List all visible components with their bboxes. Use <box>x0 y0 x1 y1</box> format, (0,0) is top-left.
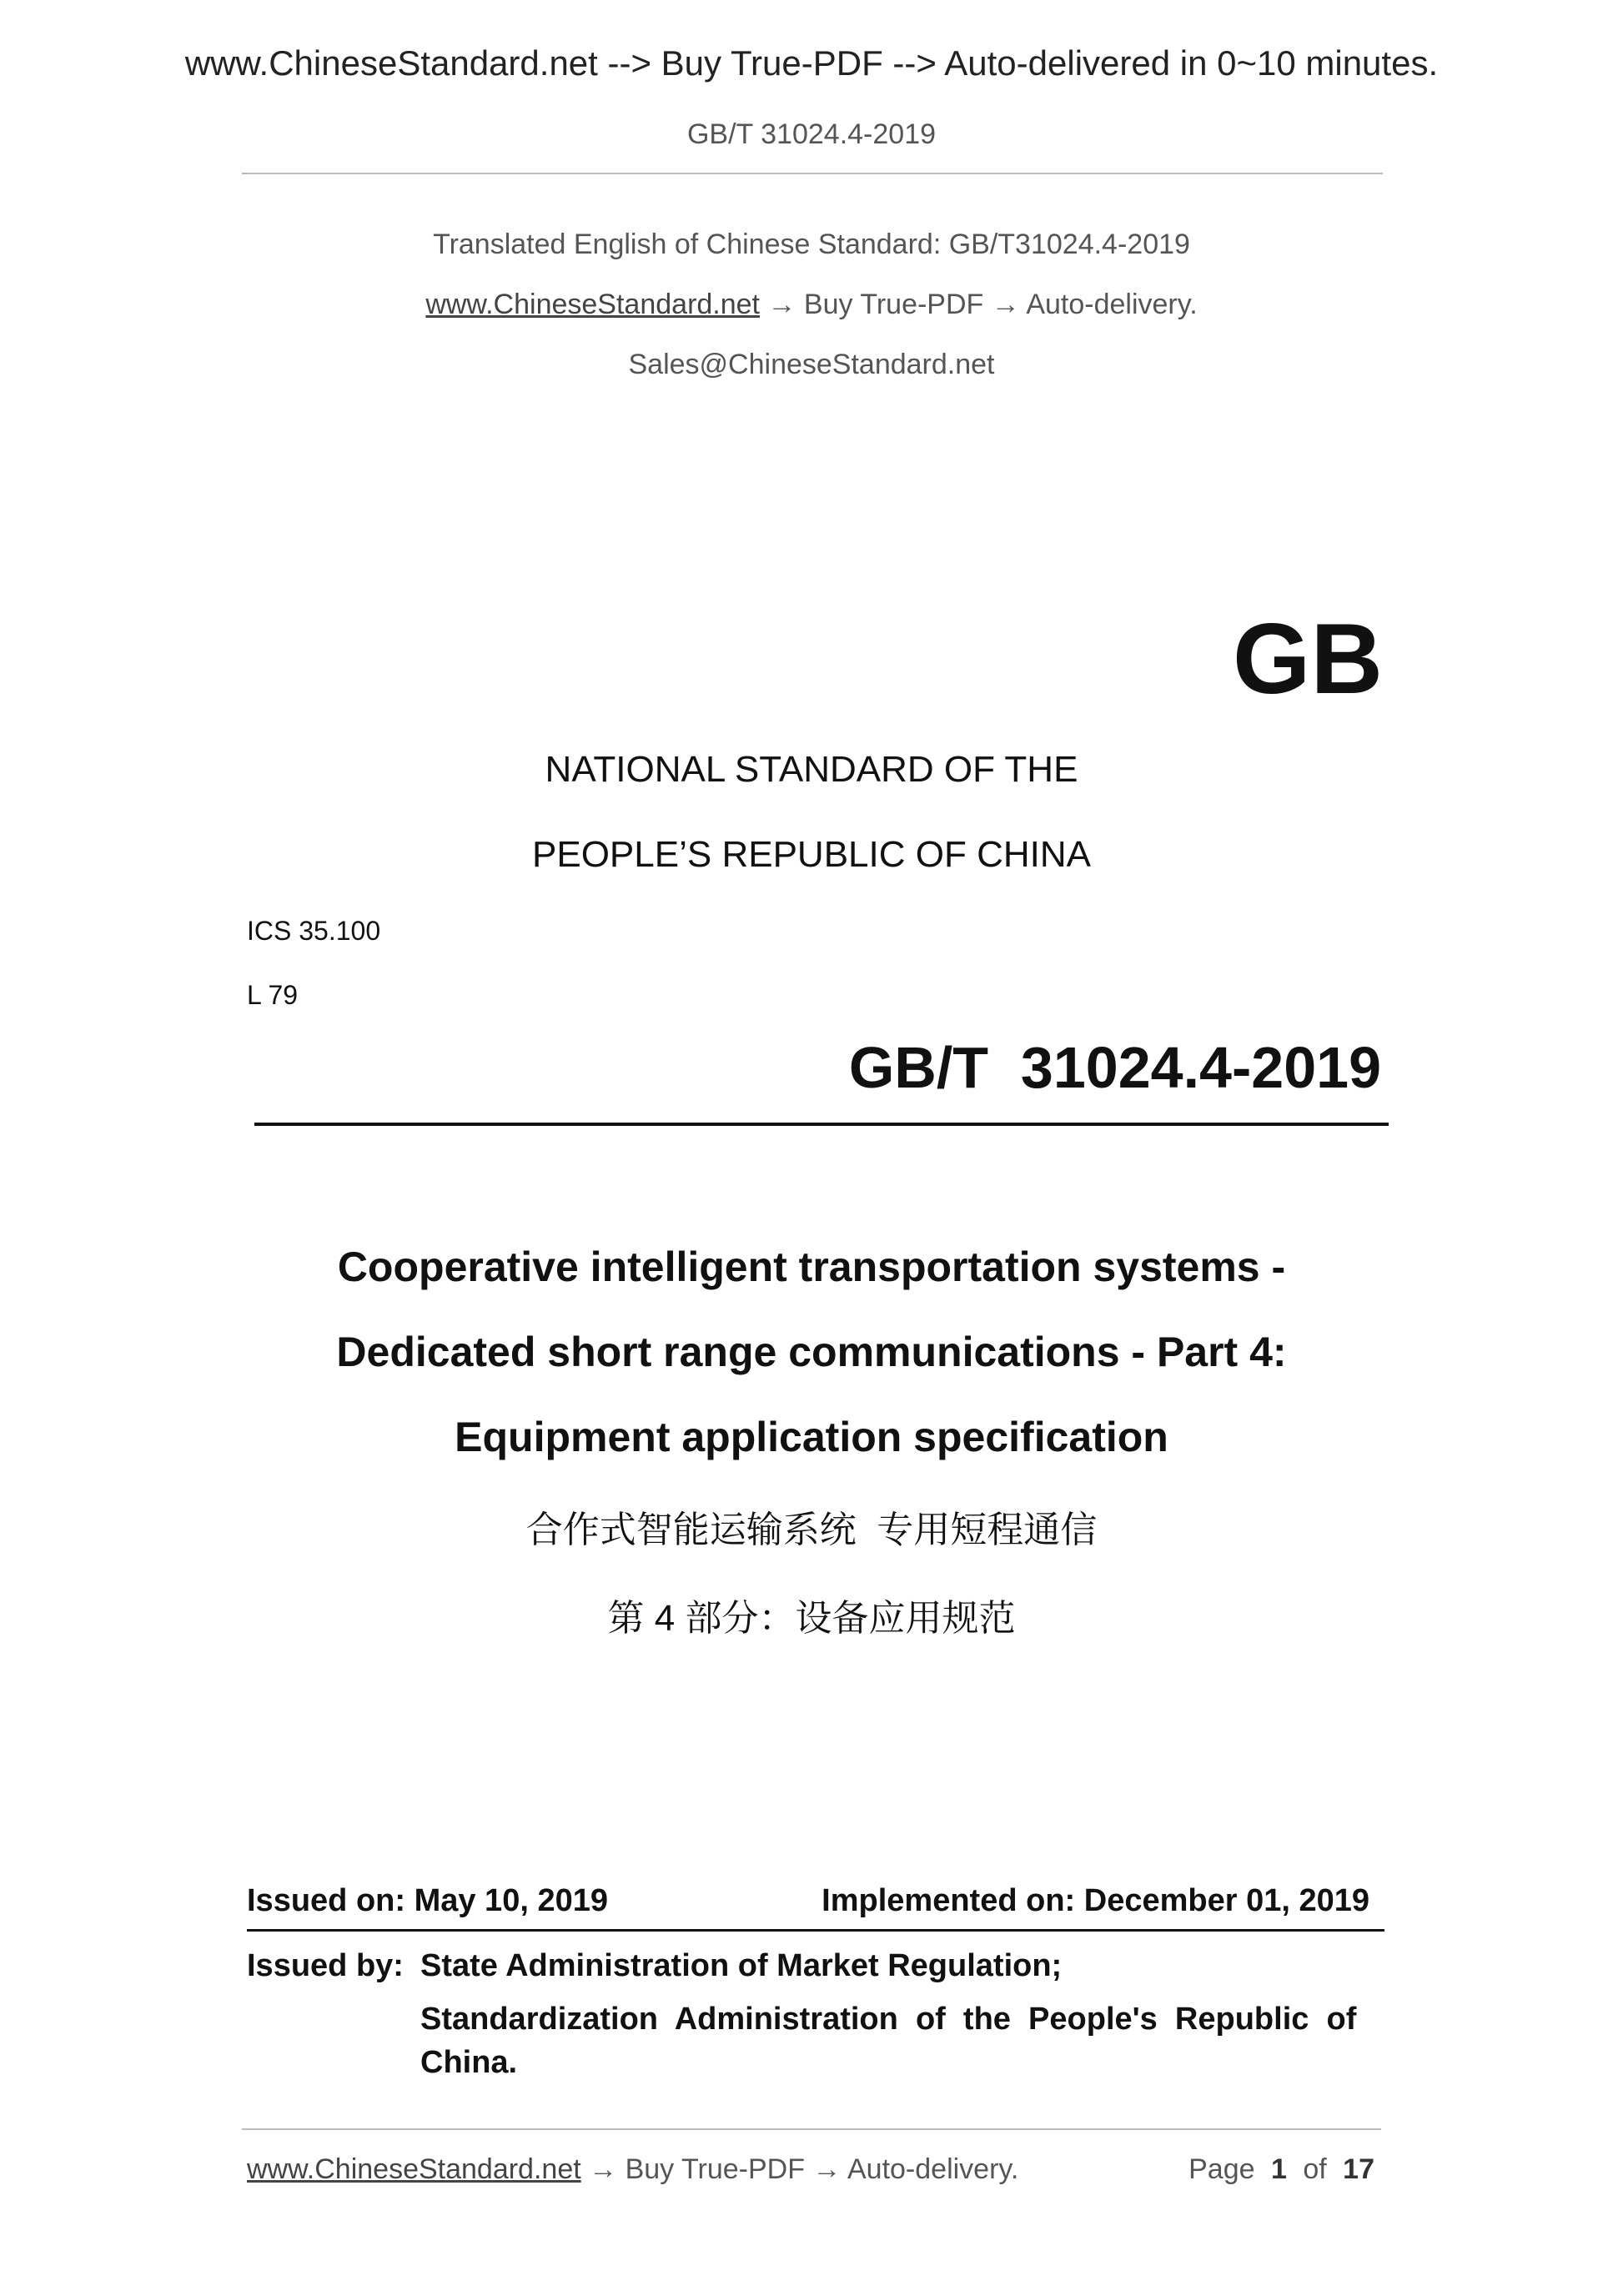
issued-by-label: Issued by: <box>247 1948 404 1983</box>
page-label: Page <box>1188 2153 1255 2185</box>
issuer-2-line2: China. <box>420 2045 518 2080</box>
sales-email[interactable]: Sales@ChineseStandard.net <box>628 349 995 380</box>
of-label: of <box>1303 2153 1327 2185</box>
issuer-1: State Administration of Market Regulation; <box>420 1948 1063 1983</box>
translation-buy-line <box>0 289 1623 321</box>
title-zh-line1: 合作式智能运输系统 专用短程通信 <box>525 1510 1098 1550</box>
title-en-line2: Dedicated short range communications - Part 4: <box>336 1329 1287 1375</box>
number-divider <box>254 1123 1389 1126</box>
footer-buy-text: → Buy True-PDF → Auto-delivery. <box>589 2153 1019 2185</box>
site-link[interactable]: www.ChineseStandard.net <box>425 289 761 320</box>
title-en-line3: Equipment application specification <box>455 1414 1168 1460</box>
footer-buy-line <box>247 2153 1018 2186</box>
ics-code: ICS 35.100 <box>247 916 381 946</box>
buy-text: → Buy True-PDF → Auto-delivery. <box>767 289 1198 320</box>
footer-site-link[interactable]: www.ChineseStandard.net <box>247 2153 581 2185</box>
gb-logo: GB <box>1233 603 1383 715</box>
national-standard-line1: NATIONAL STANDARD OF THE <box>545 749 1078 790</box>
header-divider <box>242 173 1383 174</box>
page-indicator <box>1188 2153 1374 2186</box>
ccs-code: L 79 <box>247 980 299 1010</box>
issuer-2-line1: Standardization Administration of the People's Republic of <box>420 2002 1357 2037</box>
footer-divider <box>242 2128 1381 2130</box>
title-zh-line2: 第 4 部分：设备应用规范 <box>607 1598 1016 1639</box>
translation-note: Translated English of Chinese Standard: GB/T31024.4-2019 <box>433 229 1190 260</box>
standard-number: GB/T 31024.4-2019 <box>848 1035 1381 1100</box>
top-banner: www.ChineseStandard.net --> Buy True-PDF --> Auto-delivered in 0~10 minutes. <box>184 43 1439 83</box>
page-number: 1 <box>1270 2153 1287 2185</box>
issued-date: Issued on: May 10, 2019 <box>247 1883 608 1918</box>
title-en-line1: Cooperative intelligent transportation systems - <box>337 1243 1286 1290</box>
running-header: GB/T 31024.4-2019 <box>686 118 937 150</box>
national-standard-line2: PEOPLE’S REPUBLIC OF CHINA <box>532 834 1091 875</box>
implemented-date: Implemented on: December 01, 2019 <box>822 1883 1369 1918</box>
dates-divider <box>247 1929 1384 1932</box>
total-pages: 17 <box>1343 2153 1374 2185</box>
